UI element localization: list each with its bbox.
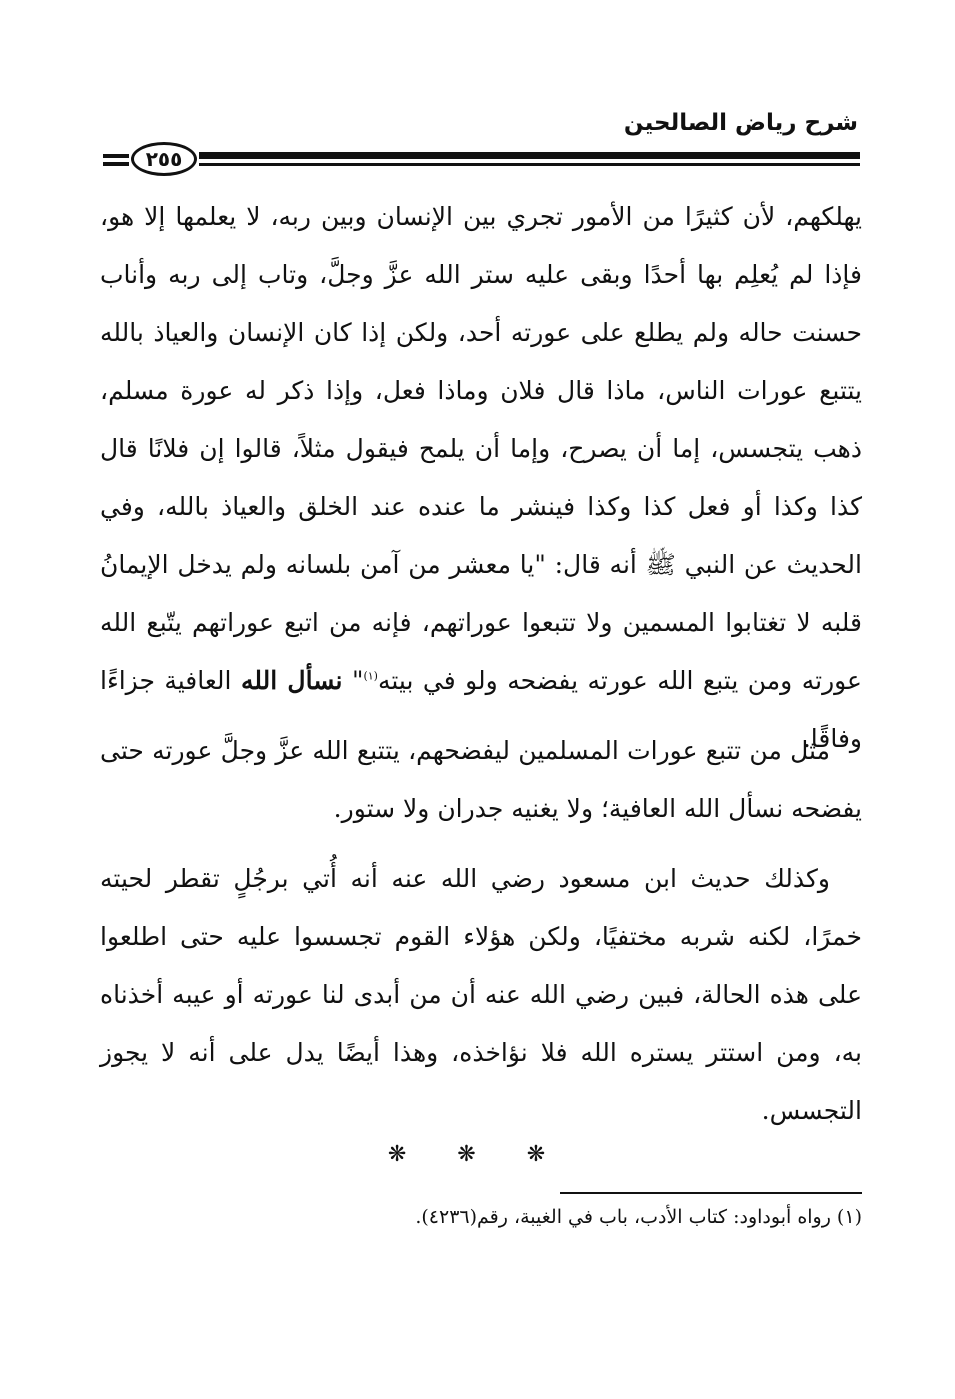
- paragraph-1-quote-close: ": [342, 666, 364, 695]
- header-rule-left-bottom: [103, 162, 129, 166]
- paragraph-1-bold-phrase: نسأل الله: [240, 666, 343, 695]
- section-separator: ❋ ❋ ❋: [387, 1142, 568, 1167]
- footnote-reference: (١): [363, 669, 378, 683]
- running-header-title: شرح رياض الصالحين: [623, 110, 858, 136]
- header-rule-thin: [199, 163, 860, 166]
- page-number: ٢٥٥: [131, 142, 197, 176]
- paragraph-3: وكذلك حديث ابن مسعود رضي الله عنه أنه أُتي برجُلٍ تقطر لحيته خمرًا، لكنه شربه مختفيًا، ولكن هؤلاء القوم تجسسوا عليه حتى اطلعوا على هذه الحالة، فبين رضي الله عنه أن من أبدى لنا عورته أو عيبه أخذناه به، ومن استتر يستره الله فلا نؤاخذه، وهذا أيضًا يدل على أنه لا يجوز التجسس.: [100, 864, 862, 1125]
- paragraph-1: [100, 188, 862, 753]
- paragraph-2: مثل من تتبع عورات المسلمين ليفضحهم، يتتبع الله عزَّ وجلَّ عورته حتى يفضحه نسأل الله العافية؛ ولا يغنيه جدران ولا ستور.: [100, 736, 862, 823]
- header-rule-thick: [199, 152, 860, 159]
- footnote-rule: [560, 1192, 862, 1194]
- paragraph-1-text: يهلكهم، لأن كثيرًا من الأمور تجري بين الإنسان وبين ربه، لا يعلمها إلا هو، فإذا لم يُعلِم بها أحدًا وبقى عليه ستر الله عزَّ وجلَّ، وتاب إلى ربه وأناب حسنت حاله ولم يطلع على عورته أحد، ولكن إذا كان الإنسان والعياذ بالله يتتبع عورات الناس، ماذا قال فلان وماذا فعل، وإذا ذكر له عورة مسلم، ذهب يتجسس، إما أن يصرح، وإما أن يلمح فيقول مثلاً، قالوا إن فلانًا قال كذا وكذا أو فعل كذا وكذا فينشر ما عنده عند الخلق والعياذ بالله، وفي الحديث عن النبي ﷺ أنه قال: "يا معشر من آمن بلسانه ولم يدخل الإيمانُ قلبه لا تغتابوا المسمين ولا تتبعوا عوراتهم، فإنه من اتبع عوراتهم يتّبع الله عورته ومن يتبع الله عورته يفضحه ولو في بيته: [100, 202, 862, 695]
- paragraph-1-ending: العافية جزاءًا وفاقًا.: [100, 666, 862, 753]
- header-rule: [103, 148, 860, 174]
- body-text: [100, 188, 862, 1140]
- header-rule-left-top: [103, 154, 129, 158]
- footnote: (١) رواه أبوداود: كتاب الأدب، باب في الغيبة، رقم(٤٢٣٦).: [415, 1206, 862, 1228]
